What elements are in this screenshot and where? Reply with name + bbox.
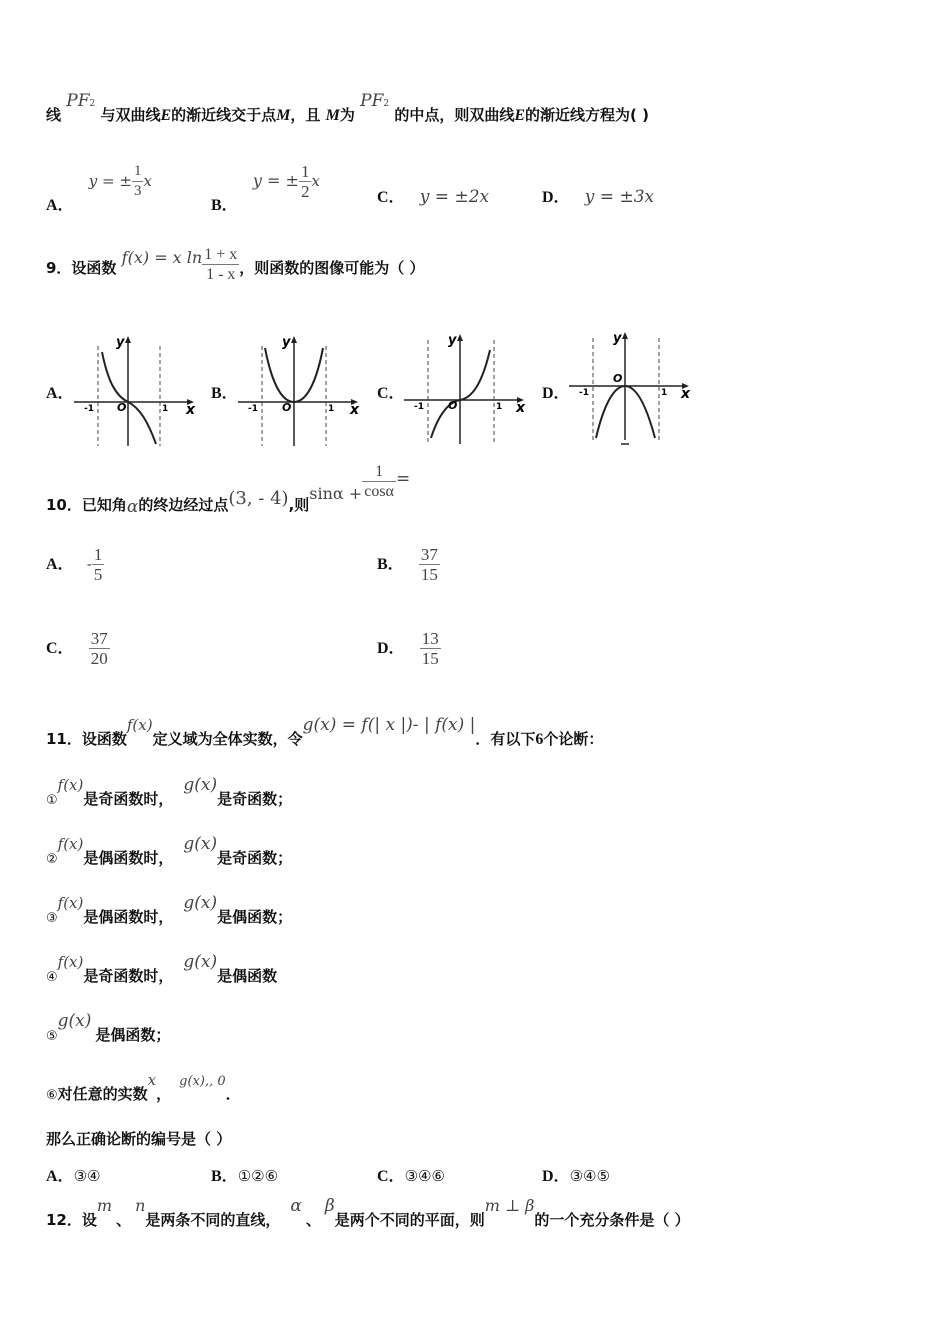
q10-option-d[interactable]: D． $\frac{13}{15}$	[377, 629, 439, 668]
svg-text:1: 1	[328, 404, 335, 414]
pf2-symbol: PF2	[66, 91, 96, 111]
q9-stem: 9．设函数 f(x) = x ln $\frac{1 + x}{1 - x}$ ，则函数的图像可能为（ ）	[46, 246, 425, 283]
svg-text:y: y	[613, 331, 622, 346]
q9-graph-b[interactable]	[234, 332, 364, 448]
q10-option-c[interactable]: C． $\frac{37}{20}$	[46, 629, 108, 668]
svg-text:-1: -1	[248, 404, 258, 414]
pf2-symbol-2: PF2	[360, 91, 390, 111]
q9-option-a-label[interactable]: A．	[46, 385, 74, 402]
q8-option-d[interactable]: D． y = ±3x	[542, 187, 655, 207]
q11-question: 那么正确论断的编号是（ ）	[46, 1130, 232, 1148]
q11-stem: 11．设函数f(x)定义域为全体实数，令g(x) = f(| x |)- | f(x) |．有以下6个论断：	[46, 715, 604, 748]
svg-text:y: y	[448, 333, 457, 348]
q8-option-c[interactable]: C． y = ±2x	[377, 187, 490, 207]
q11-item-1: ①f(x)是奇函数时，g(x)是奇函数；	[46, 775, 293, 808]
q11-item-2: ②f(x)是偶函数时，g(x)是奇函数；	[46, 834, 293, 867]
q9-option-d-label[interactable]: D．	[542, 385, 570, 402]
q11-item-4: ④f(x)是奇函数时，g(x)是偶函数	[46, 952, 278, 985]
q11-option-c[interactable]: C．③④⑥	[377, 1167, 445, 1185]
q8-stem: 线 PF2 与双曲线E的渐近线交于点M，且 M为 PF2 的中点，则双曲线E的渐近线方程为( )	[46, 91, 649, 124]
tick-neg-label: -1	[84, 404, 94, 414]
svg-text:O: O	[613, 372, 623, 385]
q10-option-a[interactable]: A． - $\frac{1}{5}$	[46, 545, 103, 584]
q11-option-a[interactable]: A．③④	[46, 1167, 101, 1185]
svg-text:-1: -1	[579, 388, 589, 398]
q10-stem: 10．已知角α的终边经过点(3, - 4),则sinα + $\frac{1}{\cos\alpha}$ =	[46, 463, 411, 517]
q11-item-5: ⑤g(x)是偶函数；	[46, 1011, 171, 1044]
q12-stem: 12．设m、n是两条不同的直线，α、β是两个不同的平面，则m ⊥ β的一个充分条件是（ ）	[46, 1196, 690, 1229]
svg-text:x: x	[516, 400, 526, 416]
q9-graph-d[interactable]	[565, 328, 695, 446]
q9-graph-c[interactable]	[400, 330, 530, 446]
origin-label: O	[117, 401, 127, 414]
svg-text:1: 1	[496, 402, 503, 412]
q9-graph-a[interactable]	[70, 332, 200, 448]
q11-item-3: ③f(x)是偶函数时，g(x)是偶函数；	[46, 893, 293, 926]
axis-x-label: x	[186, 402, 196, 418]
svg-text:y: y	[282, 335, 291, 350]
svg-text:x: x	[681, 386, 691, 402]
q9-option-b-label[interactable]: B．	[211, 385, 238, 402]
svg-text:O: O	[282, 401, 292, 414]
q11-option-d[interactable]: D．③④⑤	[542, 1167, 610, 1185]
q8-option-a[interactable]: A． y = ± $\frac{1}{3}$ x	[46, 163, 152, 214]
svg-text:O: O	[448, 399, 458, 412]
axis-y-label: y	[116, 335, 125, 350]
q9-option-c-label[interactable]: C．	[377, 385, 405, 402]
q8-option-b[interactable]: B． y = ± $\frac{1}{2}$ x	[211, 162, 320, 214]
q11-item-6: ⑥对任意的实数x，g(x),, 0．	[46, 1071, 241, 1103]
svg-text:x: x	[350, 402, 360, 418]
tick-pos-label: 1	[162, 404, 169, 414]
q10-option-b[interactable]: B． $\frac{37}{15}$	[377, 545, 438, 584]
svg-text:1: 1	[661, 388, 668, 398]
q11-option-b[interactable]: B．①②⑥	[211, 1167, 279, 1185]
svg-text:-1: -1	[414, 402, 424, 412]
